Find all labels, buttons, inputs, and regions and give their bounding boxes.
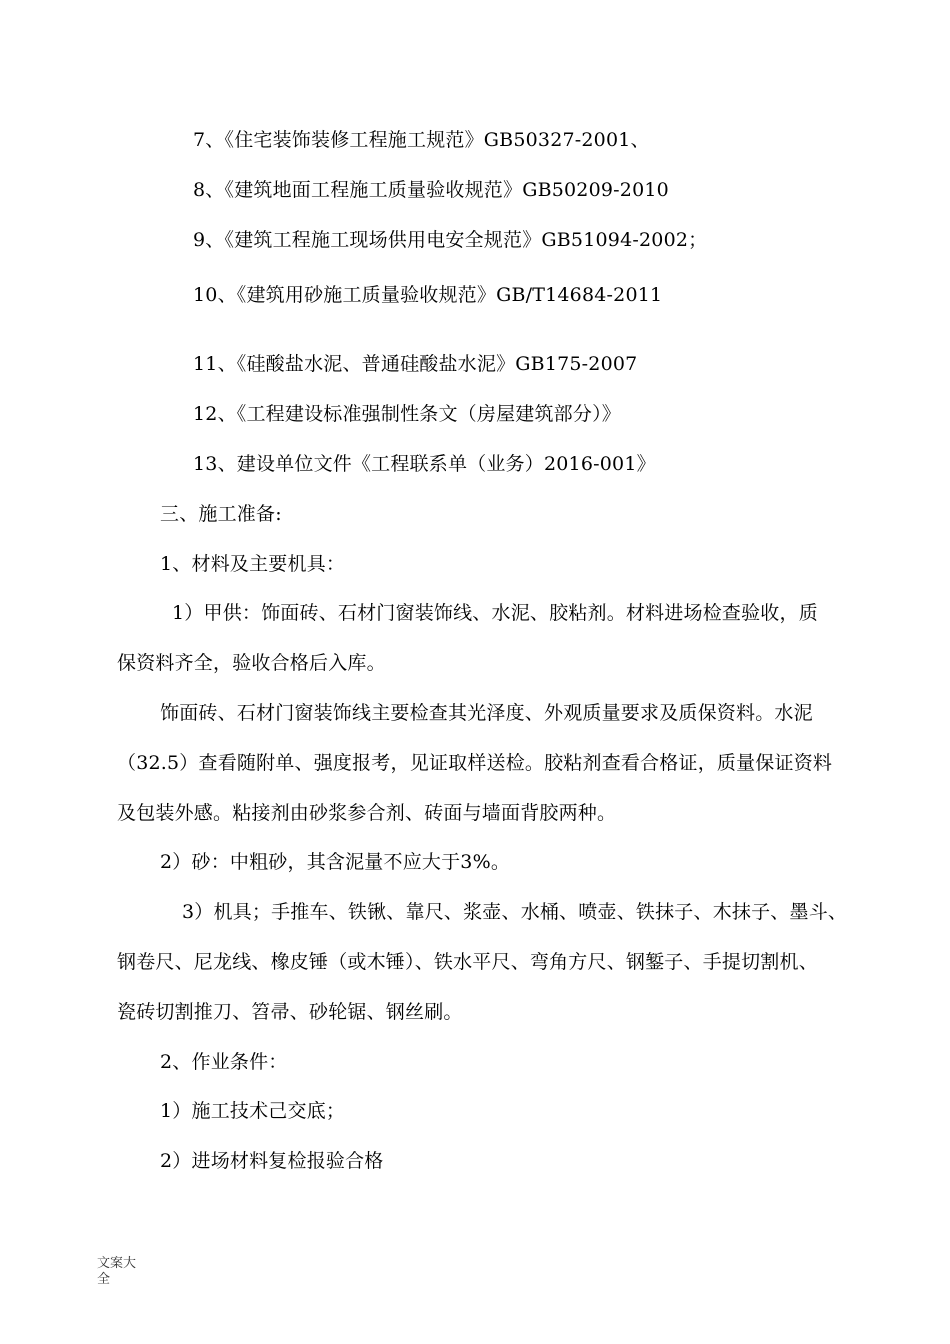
paragraph-line: 1）施工技术己交底； — [160, 1100, 346, 1122]
page-footer: 文案大全 — [97, 1256, 137, 1287]
reference-item-12: 12、《工程建设标准强制性条文（房屋建筑部分）》 — [193, 403, 621, 425]
paragraph-line: 保资料齐全，验收合格后入库。 — [117, 652, 386, 674]
reference-item-10: 10、《建筑用砂施工质量验收规范》GB/T14684-2011 — [193, 284, 663, 306]
subsection-heading: 2、作业条件： — [160, 1051, 288, 1073]
reference-item-11: 11、《硅酸盐水泥、普通硅酸盐水泥》GB175-2007 — [193, 353, 638, 375]
reference-item-7: 7、《住宅装饰装修工程施工规范》GB50327-2001、 — [193, 129, 650, 151]
subsection-heading: 1、材料及主要机具： — [160, 553, 346, 575]
paragraph-line: 及包装外感。粘接剂由砂浆参合剂、砖面与墙面背胶两种。 — [117, 802, 617, 824]
paragraph-line: 3）机具；手推车、铁锹、靠尺、浆壶、水桶、喷壶、铁抹子、木抹子、墨斗、 — [182, 901, 848, 923]
reference-item-8: 8、《建筑地面工程施工质量验收规范》GB50209-2010 — [193, 179, 669, 201]
section-heading: 三、施工准备: — [160, 503, 282, 525]
paragraph-line: 1）甲供：饰面砖、石材门窗装饰线、水泥、胶粘剂。材料进场检查验收，质 — [172, 602, 818, 624]
paragraph-line: （32.5）查看随附单、强度报考，见证取样送检。胶粘剂查看合格证，质量保证资料 — [117, 752, 833, 774]
reference-item-9: 9、《建筑工程施工现场供用电安全规范》GB51094-2002； — [193, 229, 708, 251]
paragraph-line: 饰面砖、石材门窗装饰线主要检查其光泽度、外观质量要求及质保资料。水泥 — [160, 702, 813, 724]
paragraph-line: 2）进场材料复检报验合格 — [160, 1150, 384, 1172]
paragraph-line: 2）砂：中粗砂，其含泥量不应大于3%。 — [160, 851, 511, 873]
paragraph-line: 钢卷尺、尼龙线、橡皮锤（或木锤）、铁水平尺、弯角方尺、钢錾子、手提切割机、 — [117, 951, 818, 973]
paragraph-line: 瓷砖切割推刀、笤帚、砂轮锯、钢丝刷。 — [117, 1001, 463, 1023]
reference-item-13: 13、建设单位文件《工程联系单（业务）2016-001》 — [193, 453, 656, 475]
